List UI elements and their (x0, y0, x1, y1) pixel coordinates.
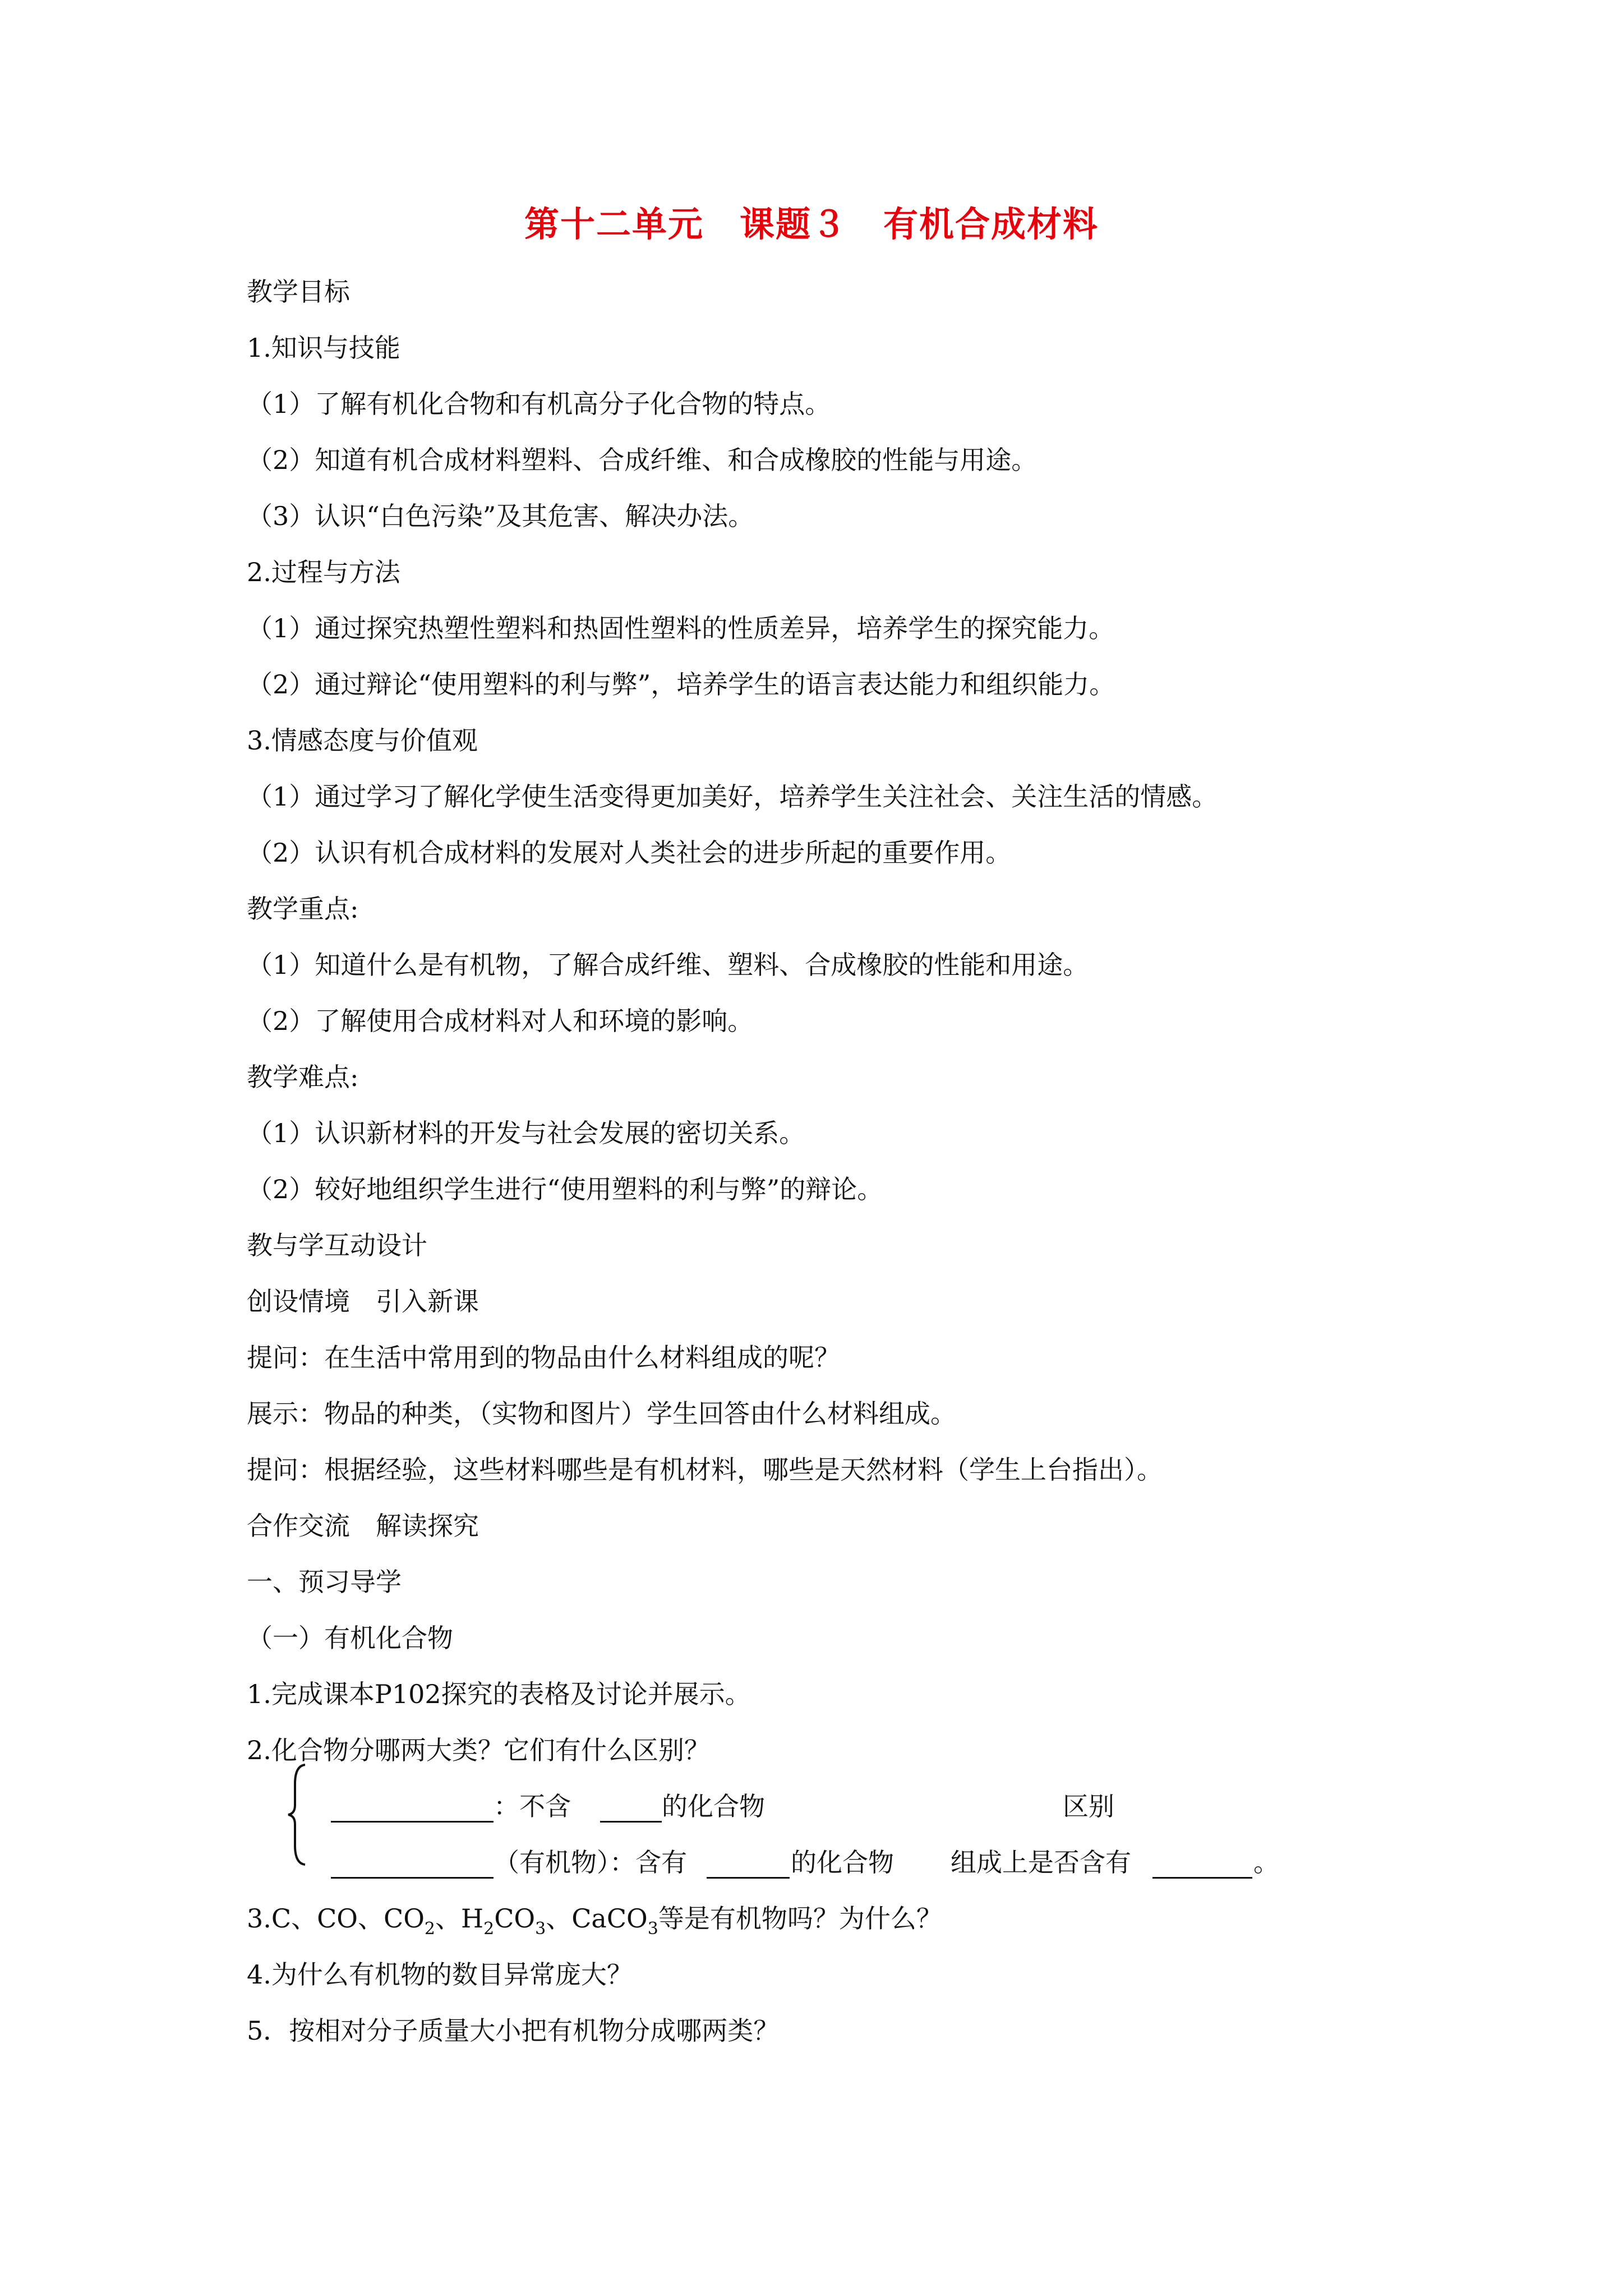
blank-line (1152, 1875, 1252, 1879)
blank-line (331, 1819, 494, 1823)
heading-difficulties: 教学难点: (247, 1062, 359, 1092)
objective-1-item-2: （2）知道有机合成材料塑料、合成纤维、和合成橡胶的性能与用途。 (247, 445, 1038, 475)
blank-line (331, 1875, 494, 1879)
task-4: 4.为什么有机物的数目异常庞大？ (247, 1959, 633, 1990)
question-1: 提问：在生活中常用到的物品由什么材料组成的呢？ (247, 1342, 840, 1373)
task-2: 2.化合物分哪两大类？它们有什么区别？ (247, 1735, 710, 1765)
row2-difference-text: 组成上是否含有 (951, 1847, 1131, 1878)
row1-difference-label: 区别 (1063, 1791, 1114, 1821)
objective-2-item-2: （2）通过辩论“使用塑料的利与弊”，培养学生的语言表达能力和组织能力。 (247, 669, 1115, 700)
blank-line (707, 1875, 790, 1879)
task-3: 3.C、CO、$CO_2$、$H_2CO_3$、CaCO$_3$等是有机物吗？为什么？ (247, 1903, 942, 1939)
heading-objectives: 教学目标 (247, 277, 350, 307)
objective-3-heading: 3.情感态度与价值观 (247, 725, 478, 756)
row2-end: 。 (1253, 1847, 1279, 1878)
left-brace-icon (286, 1761, 308, 1868)
key-point-2: （2）了解使用合成材料对人和环境的影响。 (247, 1006, 754, 1036)
section-cooperation: 合作交流 解读探究 (247, 1511, 479, 1541)
section-preview: 一、预习导学 (247, 1567, 402, 1597)
objective-1-item-3: （3）认识“白色污染”及其危害、解决办法。 (247, 501, 754, 531)
display-1: 展示：物品的种类，（实物和图片）学生回答由什么材料组成。 (247, 1398, 956, 1429)
row1-text-b: 的化合物 (662, 1791, 765, 1821)
task-1: 1.完成课本P102探究的表格及讨论并展示。 (247, 1679, 751, 1709)
row1-text-a: ：不含 (494, 1791, 571, 1821)
page-title: 第十二单元 课题３ 有机合成材料 (524, 204, 1099, 245)
row2-text-b: 的化合物 (791, 1847, 894, 1878)
subsection-organic-compounds: （一）有机化合物 (247, 1623, 453, 1653)
objective-2-heading: 2.过程与方法 (247, 557, 400, 587)
objective-1-heading: 1.知识与技能 (247, 333, 400, 363)
heading-interaction-design: 教与学互动设计 (247, 1230, 427, 1260)
objective-3-item-2: （2）认识有机合成材料的发展对人类社会的进步所起的重要作用。 (247, 838, 1012, 868)
objective-2-item-1: （1）通过探究热塑性塑料和热固性塑料的性质差异，培养学生的探究能力。 (247, 613, 1115, 643)
difficulty-2: （2）较好地组织学生进行“使用塑料的利与弊”的辩论。 (247, 1174, 883, 1204)
blank-line (600, 1819, 662, 1823)
difficulty-1: （1）认识新材料的开发与社会发展的密切关系。 (247, 1118, 805, 1148)
heading-key-points: 教学重点: (247, 894, 359, 924)
objective-1-item-1: （1）了解有机化合物和有机高分子化合物的特点。 (247, 389, 831, 419)
task-5: 5．按相对分子质量大小把有机物分成哪两类？ (247, 2016, 780, 2046)
objective-3-item-1: （1）通过学习了解化学使生活变得更加美好，培养学生关注社会、关注生活的情感。 (247, 781, 1218, 812)
section-scenario: 创设情境 引入新课 (247, 1286, 479, 1317)
question-2: 提问：根据经验，这些材料哪些是有机材料，哪些是天然材料（学生上台指出）。 (247, 1455, 1163, 1485)
row2-text-a: （有机物）：含有 (494, 1847, 687, 1878)
key-point-1: （1）知道什么是有机物，了解合成纤维、塑料、合成橡胶的性能和用途。 (247, 950, 1089, 980)
